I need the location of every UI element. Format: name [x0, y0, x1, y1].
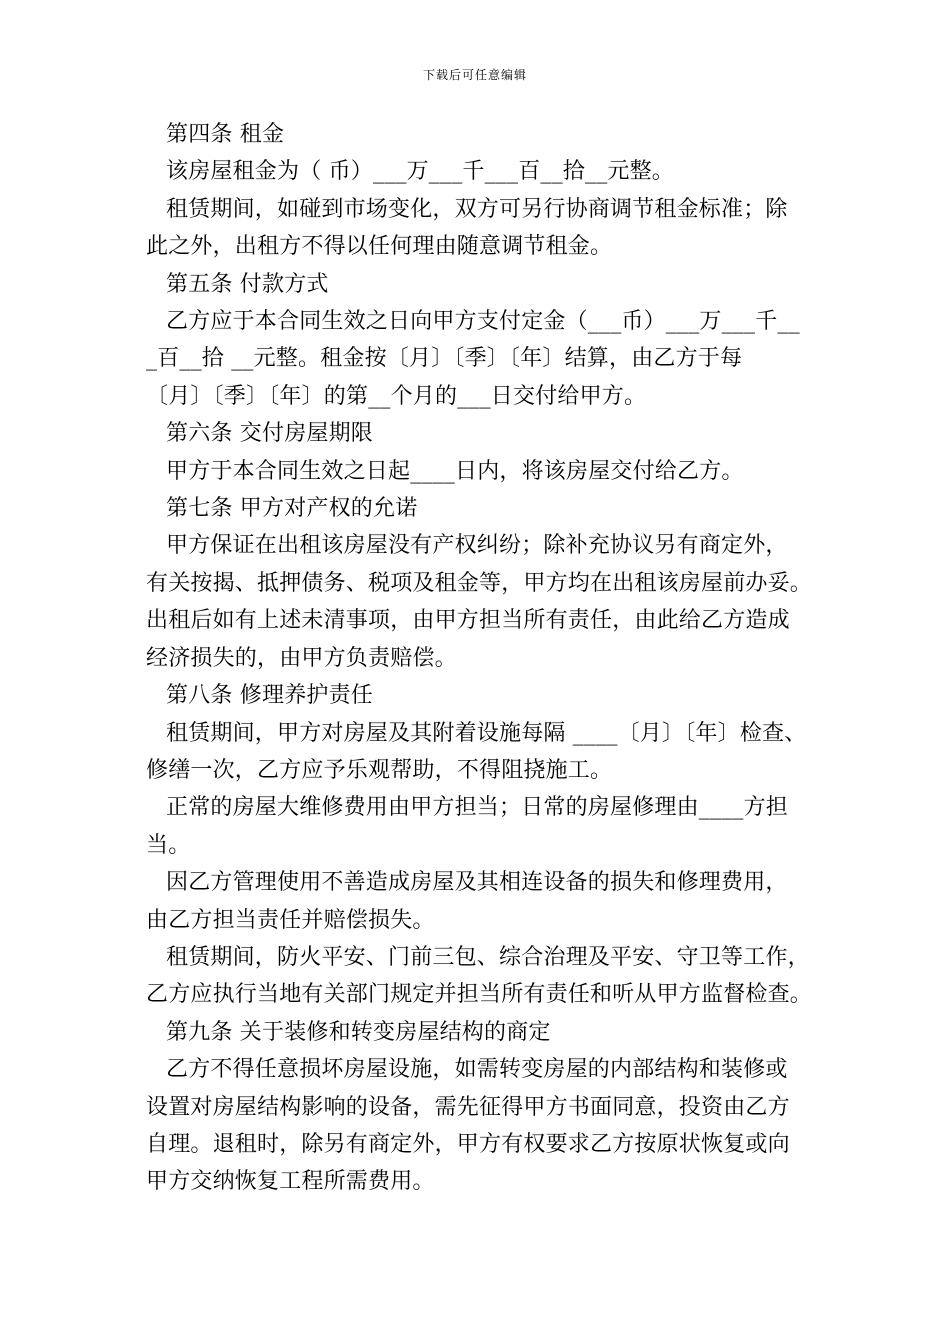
paragraph-line: 正常的房屋大维修费用由甲方担当；日常的房屋修理由____方担	[166, 795, 789, 821]
paragraph-line: 此之外，出租方不得以任何理由随意调节租金。	[146, 234, 613, 260]
article-8-heading: 第八条 修理养护责任	[166, 683, 373, 709]
article-5-heading: 第五条 付款方式	[166, 271, 329, 297]
paragraph-line: 甲方于本合同生效之日起____日内，将该房屋交付给乙方。	[166, 458, 744, 484]
paragraph-line: 该房屋租金为（ 币）___万___千___百__拾__元整。	[166, 159, 674, 185]
document-body	[146, 116, 826, 1201]
paragraph-line: 修缮一次，乙方应予乐观帮助，不得阻挠施工。	[146, 757, 613, 783]
paragraph-line: 出租后如有上述未清事项，由甲方担当所有责任，由此给乙方造成	[146, 608, 790, 634]
article-4-heading: 第四条 租金	[166, 122, 285, 147]
paragraph-line: 经济损失的，由甲方负责赔偿。	[146, 645, 457, 671]
article-9-heading: 第九条 关于装修和转变房屋结构的商定	[166, 1019, 551, 1045]
paragraph-line: 当。	[146, 832, 191, 858]
paragraph-line: 〔月〕〔季〕〔年〕的第__个月的___日交付给甲方。	[146, 383, 647, 409]
paragraph-line: 乙方应于本合同生效之日向甲方支付定金（___币）___万___千__	[166, 309, 800, 335]
paragraph-line: 甲方交纳恢复工程所需费用。	[146, 1169, 435, 1195]
paragraph-line: 有关按揭、抵押债务、税项及租金等，甲方均在出租该房屋前办妥。	[146, 570, 813, 596]
paragraph-line: 因乙方管理使用不善造成房屋及其相连设备的损失和修理费用，	[166, 870, 788, 896]
paragraph-line: 设置对房屋结构影响的设备，需先征得甲方书面同意，投资由乙方	[146, 1094, 790, 1120]
page-header: 下载后可任意编辑	[422, 68, 527, 82]
paragraph-line: 乙方不得任意损坏房屋设施，如需转变房屋的内部结构和装修或	[166, 1057, 788, 1083]
paragraph-line: 乙方应执行当地有关部门规定并担当所有责任和听从甲方监督检查。	[146, 982, 813, 1008]
article-6-heading: 第六条 交付房屋期限	[166, 421, 373, 447]
paragraph-line: 由乙方担当责任并赔偿损失。	[146, 907, 435, 933]
paragraph-line: 租赁期间，甲方对房屋及其附着设施每隔 ____〔月〕〔年〕检查、	[166, 720, 807, 746]
paragraph-line: _百__拾 __元整。租金按〔月〕〔季〕〔年〕结算，由乙方于每	[146, 346, 743, 372]
article-7-heading: 第七条 甲方对产权的允诺	[166, 496, 418, 522]
paragraph-line: 自理。退租时，除另有商定外，甲方有权要求乙方按原状恢复或向	[146, 1131, 790, 1157]
paragraph-line: 甲方保证在出租该房屋没有产权纠纷；除补充协议另有商定外，	[166, 533, 788, 559]
paragraph-line: 租赁期间，防火平安、门前三包、综合治理及平安、守卫等工作，	[166, 944, 810, 970]
paragraph-line: 租赁期间，如碰到市场变化，双方可另行协商调节租金标准；除	[166, 196, 788, 222]
